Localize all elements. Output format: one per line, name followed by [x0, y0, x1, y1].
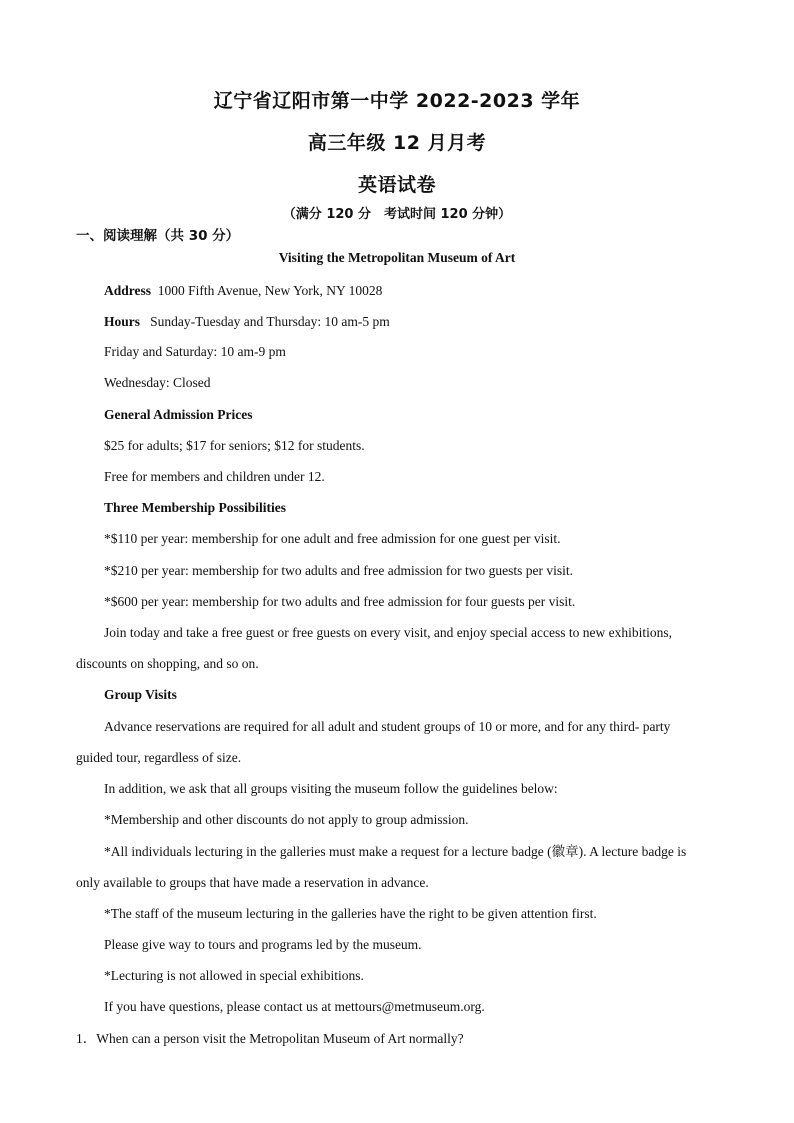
address-label: Address [104, 283, 152, 298]
membership-option-3: *$600 per year: membership for two adults and free admission for four guests per visit. [104, 594, 576, 609]
join-paragraph-line1: Join today and take a free guest or free guests on every visit, and enjoy special access to new exhibitions, [104, 625, 672, 640]
hours-fri-sat: Friday and Saturday: 10 am-9 pm [104, 344, 286, 359]
hours-label: Hours [104, 314, 141, 329]
group-paragraph-line2: guided tour, regardless of size. [76, 750, 242, 765]
exam-title-line2: 高三年级 12 月月考 [307, 132, 487, 154]
guideline-3-continued: Please give way to tours and programs led by the museum. [104, 937, 422, 952]
address-value: 1000 Fifth Avenue, New York, NY 10028 [157, 283, 383, 298]
hours-wednesday: Wednesday: Closed [104, 375, 211, 390]
guideline-1: *Membership and other discounts do not apply to group admission. [104, 812, 469, 827]
membership-option-2: *$210 per year: membership for two adults and free admission for two guests per visit. [104, 563, 574, 578]
admission-free: Free for members and children under 12. [104, 469, 325, 484]
exam-subtitle: （满分 120 分 考试时间 120 分钟） [282, 207, 512, 222]
membership-heading: Three Membership Possibilities [104, 500, 286, 515]
guideline-3: *The staff of the museum lecturing in the galleries have the right to be given attention first. [104, 906, 597, 921]
passage-title: Visiting the Metropolitan Museum of Art [278, 250, 516, 265]
guideline-4: *Lecturing is not allowed in special exhibitions. [104, 968, 364, 983]
group-paragraph-line1: Advance reservations are required for all adult and student groups of 10 or more, and for any third- party [104, 719, 671, 734]
exam-title-line3: 英语试卷 [357, 174, 436, 196]
hours-value: Sunday-Tuesday and Thursday: 10 am-5 pm [150, 314, 390, 329]
join-paragraph-line2: discounts on shopping, and so on. [76, 656, 259, 671]
admission-prices: $25 for adults; $17 for seniors; $12 for students. [104, 438, 365, 453]
question-1: 1．When can a person visit the Metropolitan Museum of Art normally? [76, 1031, 464, 1046]
section-heading: 一、阅读理解（共 30 分） [76, 228, 240, 244]
group-heading: Group Visits [104, 687, 177, 702]
address-line [104, 283, 382, 299]
guidelines-intro: In addition, we ask that all groups visiting the museum follow the guidelines below: [104, 781, 558, 796]
guideline-2-line2: only available to groups that have made a reservation in advance. [76, 875, 429, 890]
hours-line [104, 314, 390, 330]
exam-title-line1: 辽宁省辽阳市第一中学 2022-2023 学年 [213, 90, 581, 112]
guideline-2-line1: *All individuals lecturing in the galleries must make a request for a lecture badge (徽章). A lecture badge is [104, 844, 687, 859]
contact-line: If you have questions, please contact us at mettours@metmuseum.org. [104, 999, 485, 1014]
admission-heading: General Admission Prices [104, 407, 253, 422]
membership-option-1: *$110 per year: membership for one adult and free admission for one guest per visit. [104, 531, 561, 546]
